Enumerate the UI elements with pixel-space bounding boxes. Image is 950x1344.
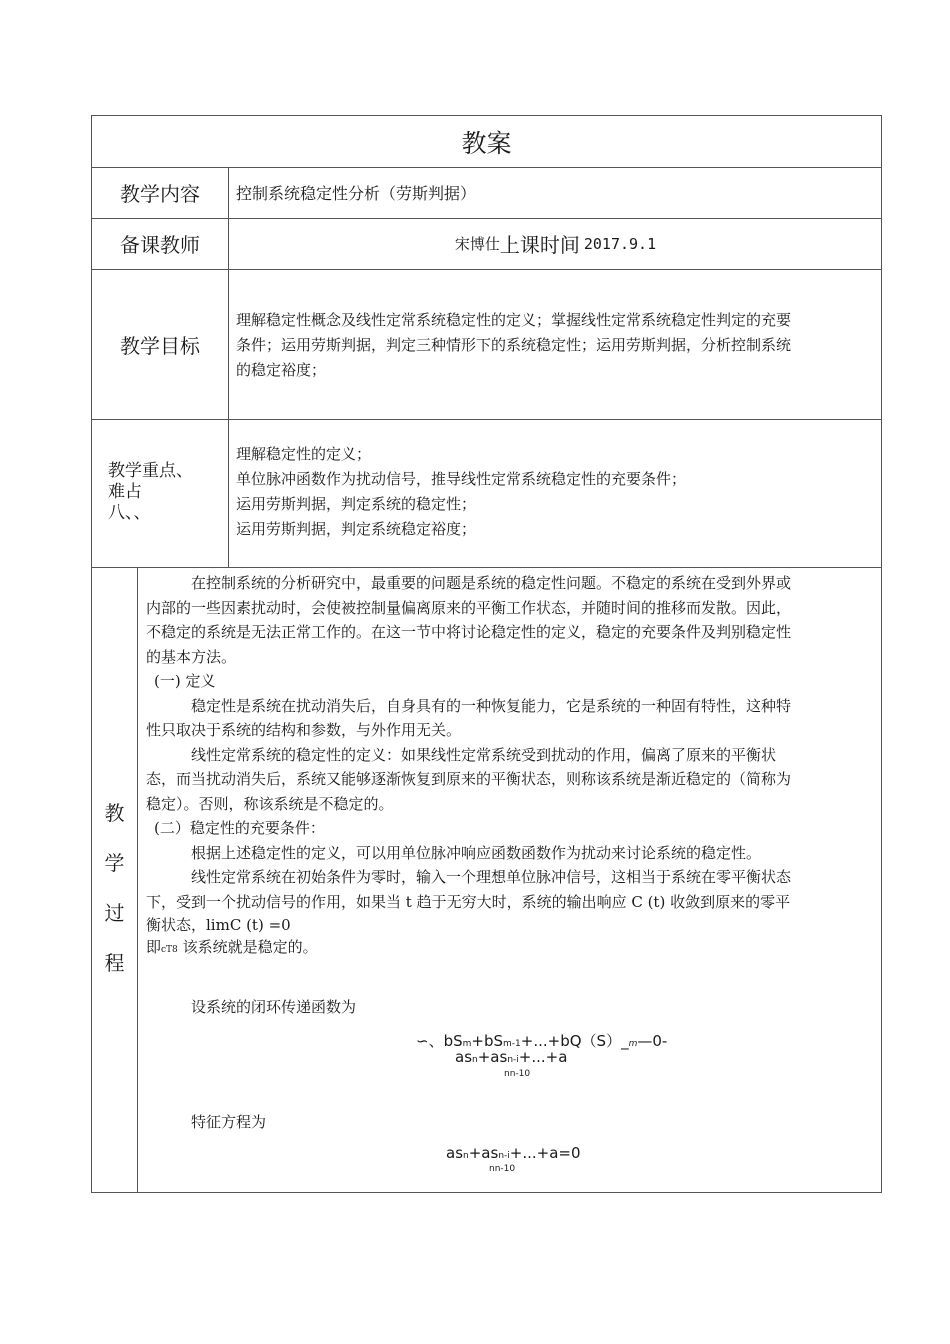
objective-line: 条件；运用劳斯判据，判定三种情形下的系统稳定性；运用劳斯判据，分析控制系统 <box>236 336 792 354</box>
equation-line <box>446 1144 581 1162</box>
paragraph-line: 性只取决于系统的结构和参数，与外作用无关。 <box>146 721 462 739</box>
teacher-label: 备课教师 <box>120 233 200 257</box>
row-divider <box>92 567 881 568</box>
text-fragment: as <box>446 1144 464 1162</box>
process-label-char: 过 <box>104 901 125 925</box>
text-fragment: +...+bQ（S）_ <box>520 1031 629 1050</box>
paragraph-line: 根据上述稳定性的定义，可以用单位脉冲响应函数函数作为扰动来讨论系统的稳定性。 <box>191 843 762 862</box>
text-fragment: +...+a <box>518 1047 568 1066</box>
section-heading: (一) 定义 <box>154 672 216 690</box>
paragraph-line: 衡状态，limC (t) =0 <box>146 916 291 934</box>
teacher-value <box>228 218 883 269</box>
keypoints-label-line: 教学重点、 <box>108 461 193 481</box>
paragraph-line: 的基本方法。 <box>146 647 237 666</box>
text-fragment: +as <box>477 1047 508 1066</box>
text-fragment: +...+a=0 <box>509 1144 581 1162</box>
text-fragment: m <box>462 1038 472 1049</box>
keypoints-label-line: 难占 <box>108 482 142 502</box>
process-label <box>92 788 137 988</box>
process-body <box>146 571 880 1184</box>
text-fragment: n-i <box>498 1151 510 1161</box>
objective-line: 理解稳定性概念及线性定常系统稳定性的定义；掌握线性定常系统稳定性判定的充要 <box>236 311 792 329</box>
text-fragment: 即 <box>146 938 162 956</box>
keypoints-label <box>108 461 223 524</box>
objectives-label: 教学目标 <box>120 333 200 358</box>
equation-subscript: nn-10 <box>489 1164 516 1174</box>
text-fragment: +bS <box>471 1031 504 1050</box>
column-divider <box>137 567 138 1193</box>
process-label-char: 程 <box>104 951 125 975</box>
class-time-label: 上课时间 <box>499 233 580 257</box>
paragraph-line: 线性定常系统在初始条件为零时，输入一个理想单位脉冲信号，这相当于系统在零平衡状态 <box>191 868 792 886</box>
keypoints-list <box>236 442 876 542</box>
text-fragment: ∽、bS <box>416 1031 463 1050</box>
process-label-char: 教 <box>104 801 125 825</box>
class-time-value: 2017.9.1 <box>583 234 657 253</box>
process-label-char: 学 <box>104 851 125 875</box>
paragraph-line: 下，受到一个扰动信号的作用，如果当 t 趋于无穷大时，系统的输出响应 C (t) 收敛到原来的零平 <box>146 892 791 911</box>
formula-subscript: nn-10 <box>504 1068 531 1079</box>
paragraph-line: 态，而当扰动消失后，系统又能够逐渐恢复到原来的平衡状态，则称该系统是渐近稳定的（简称为 <box>146 770 792 788</box>
keypoint-item: 运用劳斯判据，判定系统稳定裕度； <box>236 520 477 538</box>
paragraph-line: 不稳定的系统是无法正常工作的。在这一节中将讨论稳定性的定义，稳定的充要条件及判别稳定性 <box>146 623 792 641</box>
text-fragment: +as <box>468 1144 499 1162</box>
paragraph-line: 在控制系统的分析研究中，最重要的问题是系统的稳定性问题。不稳定的系统在受到外界或 <box>191 574 792 592</box>
section-heading: (二）稳定性的充要条件： <box>154 819 325 837</box>
objective-line: 的稳定裕度； <box>236 361 327 379</box>
lesson-plan-table <box>91 115 882 1193</box>
text-fragment: as <box>455 1047 473 1066</box>
paragraph-line: 内部的一些因素扰动时，会使被控制量偏离原来的平衡工作状态，并随时间的推移而发散。因此， <box>146 598 792 617</box>
formula-denominator <box>455 1048 567 1066</box>
row-divider <box>92 419 881 420</box>
characteristic-intro: 特征方程为 <box>191 1112 267 1131</box>
text-fragment: 该系统就是稳定的。 <box>177 938 318 956</box>
keypoints-label-line: 八、、 <box>108 503 151 523</box>
objectives-text <box>236 308 876 383</box>
keypoint-item: 单位脉冲函数作为扰动信号，推导线性定常系统稳定性的充要条件； <box>236 470 687 488</box>
characteristic-equation <box>146 1144 880 1184</box>
text-fragment: n-i <box>507 1054 519 1065</box>
paragraph-line: 线性定常系统的稳定性的定义：如果线性定常系统受到扰动的作用，偏离了原来的平衡状 <box>191 745 777 764</box>
transfer-function-intro: 设系统的闭环传递函数为 <box>191 998 357 1016</box>
paragraph-line: 稳定性是系统在扰动消失后，自身具有的一种恢复能力，它是系统的一种固有特性，这种特 <box>191 696 792 715</box>
content-label: 教学内容 <box>120 182 200 206</box>
content-value: 控制系统稳定性分析（劳斯判据） <box>236 184 477 203</box>
page-title: 教案 <box>461 128 512 158</box>
text-fragment: n <box>463 1151 469 1161</box>
paragraph-line <box>146 936 880 961</box>
text-fragment: —0- <box>637 1031 668 1050</box>
keypoint-item: 运用劳斯判据，判定系统的稳定性； <box>236 495 477 513</box>
teacher-name: 宋博仕 <box>454 235 500 253</box>
text-fragment: n <box>472 1054 478 1065</box>
transfer-function-formula <box>146 1026 880 1096</box>
text-fragment: m <box>628 1038 638 1049</box>
keypoint-item: 理解稳定性的定义； <box>236 445 372 463</box>
text-fragment: m-1 <box>503 1038 521 1049</box>
paragraph-line: 稳定）。否则，称该系统是不稳定的。 <box>146 794 394 813</box>
text-fragment: cT8 <box>161 945 178 955</box>
